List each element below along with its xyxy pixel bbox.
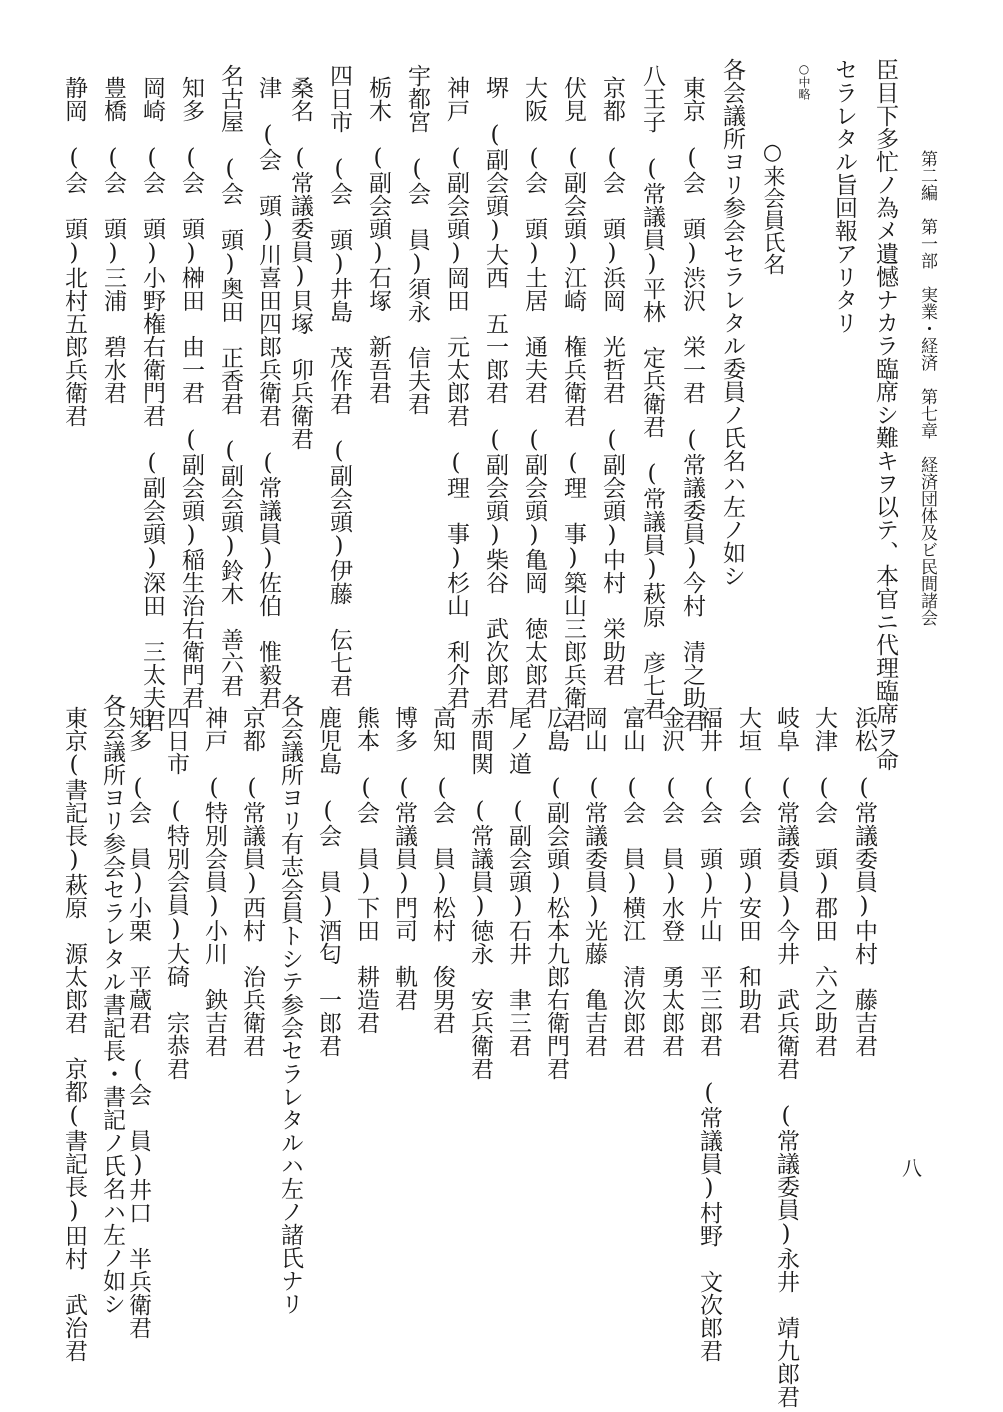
top-entry-sakai: 堺 (副会頭)大西 五一郎君 (副会頭)柴谷 武次郎君 (482, 76, 508, 709)
top-heading: 各会議所ヨリ参会セラレタル委員ノ氏名ハ左ノ如シ (719, 58, 745, 587)
top-entry-fushimi: 伏見 (副会頭)江崎 権兵衛君 (理 事)築山三郎兵衛君 (560, 76, 586, 732)
bottom-entry-hamamatsu: 浜松 (常議委員)中村 藤吉君 (851, 706, 877, 1057)
top-entry-shizuoka: 静岡 (会 頭)北村五郎兵衛君 (61, 76, 87, 427)
bottom-heading-3: 各会議所ヨリ参会セラレタル書記長・書記ノ氏名ハ左ノ如シ (99, 694, 125, 1315)
bottom-heading-2: 各会議所ヨリ有志会員トシテ参会セラレタルハ左ノ諸氏ナリ (277, 694, 303, 1315)
bottom-entry-otsu: 大津 (会 頭)郡田 六之助君 (811, 706, 837, 1057)
intro-line-2: セラレタル旨回報アリタリ (831, 58, 857, 334)
bottom3-entry-clerks: 東京(書記長)萩原 源太郎君 京都(書記長)田村 武治君 (61, 706, 87, 1362)
section-title: ○来会員氏名 (760, 140, 785, 275)
bottom2-entry-kyoto: 京都 (常議員)西村 治兵衛君 (239, 706, 265, 1057)
bottom-entry-kochi: 高知 (会 員)松村 俊男君 (429, 706, 455, 1034)
bottom-entry-kumamoto: 熊本 (会 員)下田 耕造君 (353, 706, 379, 1034)
bottom-entry-toyama: 富山 (会 員)横江 清次郎君 (619, 706, 645, 1057)
top-entry-utsunomiya: 宇都宮 (会 員)須永 信夫君 (404, 64, 430, 415)
top-entry-nagoya: 名古屋 (会 頭)奥田 正香君 (副会頭)鈴木 善六君 (217, 64, 243, 697)
bottom-entry-gifu: 岐阜 (常議委員)今井 武兵衛君 (常議委員)永井 靖九郎君 (773, 706, 799, 1408)
top-entry-hachioji: 八王子 (常議員)平林 定兵衛君 (常議員)萩原 彦七君 (639, 64, 665, 720)
top-entry-kuwana: 桑名 (常議委員)貝塚 卯兵衛君 (287, 76, 313, 450)
bottom2-entry-chita: 知多 (会 員)小栗 平蔵君 (会 員)井口 半兵衛君 (125, 706, 151, 1339)
running-header: 第二編 第一部 実業・経済 第七章 経済団体及ビ民間諸会 (917, 150, 937, 626)
bottom2-entry-kobe: 神戸 (特別会員)小川 鉠吉君 (201, 706, 227, 1057)
omission-note: ○中略 (797, 62, 811, 100)
top-entry-kyoto: 京都 (会 頭)浜岡 光哲君 (副会頭)中村 栄助君 (599, 76, 625, 686)
bottom-entry-kanazawa: 金沢 (会 員)水登 勇太郎君 (658, 706, 684, 1057)
bottom-entry-ogaki: 大垣 (会 頭)安田 和助君 (735, 706, 761, 1034)
top-entry-osaka: 大阪 (会 頭)土居 通夫君 (副会頭)亀岡 徳太郎君 (521, 76, 547, 709)
top-entry-chita: 知多 (会 頭)榊田 由一君 (副会頭)稲生治右衛門君 (178, 76, 204, 709)
bottom-entry-onomichi: 尾ノ道 (副会頭)石井 聿三君 (505, 706, 531, 1057)
top-entry-toyohashi: 豊橋 (会 頭)三浦 碧水君 (100, 76, 126, 404)
top-entry-tsu: 津 (会 頭)川喜田四郎兵衛君 (常議員)佐伯 惟毅君 (255, 76, 281, 709)
bottom-entry-hakata: 博多 (常議員)門司 軌君 (391, 706, 417, 1011)
bottom-entry-fukui: 福井 (会 頭)片山 平三郎君 (常議員)村野 文次郎君 (696, 706, 722, 1362)
top-entry-okazaki: 岡崎 (会 頭)小野権右衛門君 (副会頭)深田 三太夫君 (139, 76, 165, 732)
top-entry-kobe: 神戸 (副会頭)岡田 元太郎君 (理 事)杉山 利介君 (443, 76, 469, 709)
intro-line-1: 臣目下多忙ノ為メ遺憾ナカラ臨席シ難キヲ以テ、本官ニ代理臨席ヲ命 (872, 58, 898, 771)
bottom-entry-kagoshima: 鹿児島 (会 員)酒匂 一郎君 (315, 706, 341, 1057)
top-entry-yokkaichi: 四日市 (会 頭)井島 茂作君 (副会頭)伊藤 伝七君 (326, 64, 352, 697)
bottom-entry-akamagaseki: 赤間関 (常議員)徳永 安兵衛君 (467, 706, 493, 1080)
page-number: 八 (902, 1156, 922, 1180)
bottom-entry-okayama: 岡山 (常議委員)光藤 亀吉君 (581, 706, 607, 1057)
top-entry-tochigi: 栃木 (副会頭)石塚 新吾君 (365, 76, 391, 404)
top-entry-tokyo: 東京 (会 頭)渋沢 栄一君 (常議委員)今村 清之助君 (679, 76, 705, 732)
bottom2-entry-yokkaichi: 四日市 (特別会員)大碕 宗恭君 (163, 706, 189, 1080)
bottom-entry-hiroshima: 広島 (副会頭)松本九郎右衛門君 (543, 706, 569, 1080)
